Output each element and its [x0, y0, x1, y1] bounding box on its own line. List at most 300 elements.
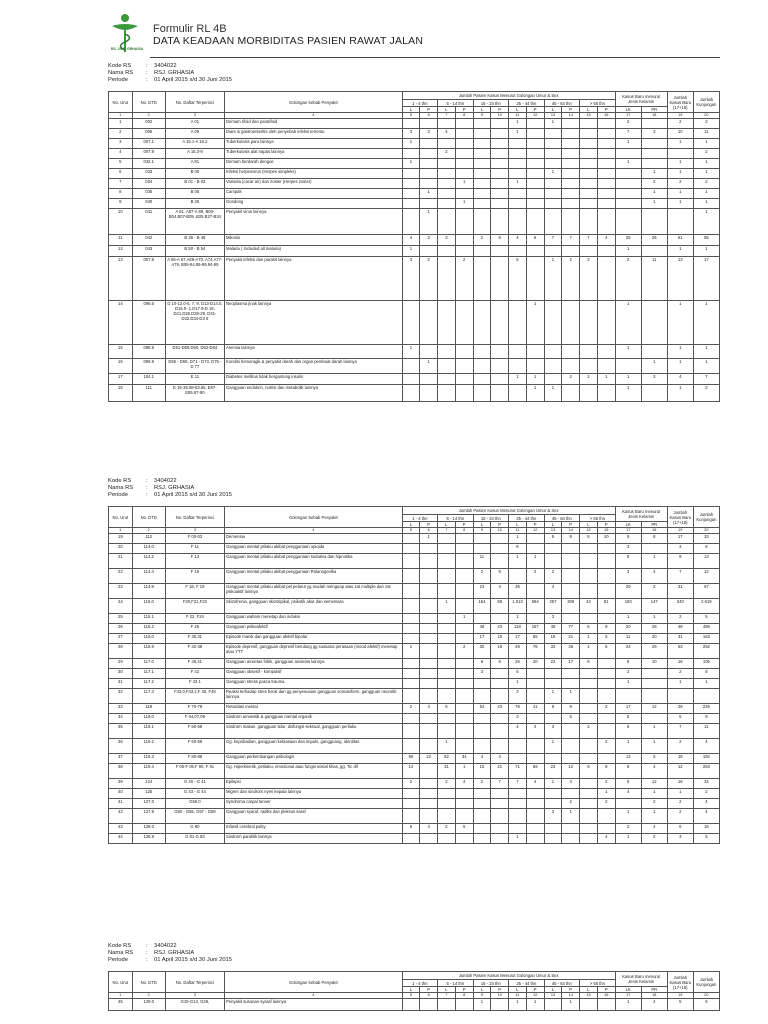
row-value [455, 189, 473, 199]
row-value: 5 [580, 624, 598, 634]
col-golongan: Golongan Sebab Penyakit [225, 972, 403, 993]
row-value: 2 [693, 179, 719, 189]
row-value [509, 799, 527, 809]
row-value [544, 149, 562, 159]
row-value: 65 [526, 634, 544, 644]
row-value: 9 [580, 764, 598, 779]
row-value: 1 [544, 257, 562, 301]
row-golongan: Gangguan anxietas fobik, gangguan anxietas lainnya [225, 659, 403, 669]
row-golongan: Anemia lainnya [225, 345, 403, 359]
row-value: 1 [526, 385, 544, 402]
row-no: 4 [109, 149, 133, 159]
row-value [402, 599, 420, 614]
row-value [580, 179, 598, 189]
row-value [473, 824, 491, 834]
kode-rs-row [108, 478, 177, 485]
row-golongan: Gangguan mental prilaku akibat penggunaan opioida [225, 544, 403, 554]
row-value [562, 179, 580, 189]
kode-rs-row [108, 943, 177, 950]
row-value [420, 169, 438, 179]
row-value [420, 644, 438, 659]
row-value [473, 799, 491, 809]
kode-rs-label: Kode RS [108, 478, 132, 484]
row-value: 4 [438, 129, 456, 139]
row-golongan: Gangguan waham menetap dan induksi [225, 614, 403, 624]
row-value [473, 714, 491, 724]
row-value: 10 [641, 659, 667, 669]
row-value [544, 246, 562, 257]
row-value [473, 189, 491, 199]
nama-rs-row [108, 70, 194, 77]
row-value [509, 739, 527, 754]
row-value [615, 169, 641, 179]
row-value [597, 246, 615, 257]
row-value [420, 834, 438, 844]
morbidity-table [108, 91, 720, 402]
row-value [580, 584, 598, 599]
row-value: 18 [491, 644, 509, 659]
row-value: 1 [509, 999, 527, 1011]
row-value [597, 584, 615, 599]
row-value [438, 789, 456, 799]
row-value: 1 [580, 644, 598, 659]
row-value [526, 246, 544, 257]
row-value [402, 634, 420, 644]
form-title: Formulir RL 4B [153, 23, 227, 35]
row-value [491, 139, 509, 149]
nama-rs-row [108, 950, 194, 957]
row-golongan: Mikosis [225, 235, 403, 246]
row-value [473, 359, 491, 374]
row-value [420, 764, 438, 779]
row-value [438, 679, 456, 689]
row-value: 4 [641, 999, 667, 1011]
row-value [455, 669, 473, 679]
row-value [491, 789, 509, 799]
row-value: 1 [615, 139, 641, 149]
row-value [491, 159, 509, 169]
nama-rs-label: Nama RS [108, 70, 134, 76]
col-number: 15 [580, 528, 598, 534]
col-number: 8 [455, 993, 473, 999]
row-value: 2 [641, 179, 667, 189]
row-value [438, 644, 456, 659]
row-value: 3 [402, 129, 420, 139]
row-value: 66 [402, 754, 420, 764]
table-row [109, 659, 720, 669]
age-group-header: 1 - 4 thn [402, 515, 438, 522]
row-value [526, 129, 544, 139]
row-value [473, 159, 491, 169]
row-value: 3 [544, 724, 562, 739]
table-row [109, 704, 720, 714]
row-golongan: Epilepsi [225, 779, 403, 789]
row-value: 4 [420, 824, 438, 834]
row-value: 1 [693, 301, 719, 345]
periode-label: Periode [108, 492, 128, 498]
row-value: 2 [615, 257, 641, 301]
row-value: 13 [667, 257, 693, 301]
colon: : [146, 77, 148, 83]
row-no: 21 [109, 554, 133, 569]
row-value: 4 [667, 374, 693, 385]
row-value: 2 [615, 824, 641, 834]
row-value: 1 [509, 554, 527, 569]
row-value: 8 [693, 669, 719, 679]
row-dtd: 119.2 [132, 739, 165, 754]
row-value [544, 679, 562, 689]
col-number: 16 [597, 528, 615, 534]
row-daftar: D65 - D69, D71 - D73, D75 - D 77 [165, 359, 224, 374]
col-number: 20 [693, 113, 719, 119]
col-jumlah-kasus-baru: Jumlah Kasus Baru (17+18) [667, 507, 693, 528]
row-value [562, 385, 580, 402]
row-daftar: G 81-G 83 [165, 834, 224, 844]
row-value [597, 669, 615, 679]
row-value: 5 [615, 714, 641, 724]
row-value: 23 [491, 624, 509, 634]
col-number: 7 [438, 528, 456, 534]
row-value: 34 [455, 754, 473, 764]
table-row [109, 599, 720, 614]
row-value: 12 [641, 779, 667, 789]
row-value [491, 374, 509, 385]
row-value [526, 789, 544, 799]
row-value [455, 359, 473, 374]
row-value [473, 834, 491, 844]
row-value [693, 689, 719, 704]
row-value: 31 [438, 764, 456, 779]
row-value [526, 119, 544, 129]
row-golongan: Varisela (cacar air) dan zoster (Herpes zoster) [225, 179, 403, 189]
table-row [109, 119, 720, 129]
row-value [420, 659, 438, 669]
row-value [544, 209, 562, 235]
row-value [455, 634, 473, 644]
row-value: 3 [615, 569, 641, 584]
col-number: 17 [615, 993, 641, 999]
row-value: 1 [641, 189, 667, 199]
row-value: 1 [420, 189, 438, 199]
row-dtd: 041 [132, 209, 165, 235]
col-number: 13 [544, 113, 562, 119]
row-no: 5 [109, 159, 133, 169]
row-value [580, 704, 598, 714]
row-value: 485 [693, 624, 719, 634]
row-value [402, 789, 420, 799]
meta-block [108, 478, 720, 506]
row-value: 1 [402, 159, 420, 169]
row-value: 19 [491, 634, 509, 644]
col-number: 9 [473, 113, 491, 119]
row-value: 2 [562, 799, 580, 809]
row-value: 163 [693, 634, 719, 644]
row-value [402, 569, 420, 584]
row-value [420, 714, 438, 724]
row-no: 16 [109, 359, 133, 374]
row-value: 48 [473, 624, 491, 634]
row-no: 15 [109, 345, 133, 359]
row-value [491, 119, 509, 129]
row-value [509, 209, 527, 235]
row-value [641, 689, 667, 704]
table-row [109, 199, 720, 209]
row-value: 1 [693, 199, 719, 209]
table-row [109, 149, 720, 159]
row-value: 8 [580, 534, 598, 544]
row-value: 2 [597, 799, 615, 809]
row-value [562, 199, 580, 209]
row-value: 7 [491, 779, 509, 789]
row-value [580, 345, 598, 359]
row-dtd: 116.9 [132, 644, 165, 659]
age-group-header: 15 - 24 thn [473, 980, 509, 987]
row-value [455, 789, 473, 799]
row-value: 1 [402, 345, 420, 359]
row-value: 5 [455, 824, 473, 834]
row-daftar: F 30,31 [165, 634, 224, 644]
row-value: 1 [544, 169, 562, 179]
row-value [491, 209, 509, 235]
row-value [402, 169, 420, 179]
row-no: 34 [109, 714, 133, 724]
row-value [580, 789, 598, 799]
row-value: 6 [693, 999, 719, 1011]
row-value [544, 301, 562, 345]
pr-header: PR [641, 107, 667, 113]
col-jumlah-umur: Jumlah Pasien Kasus Menurut Golongan Umur & Sex [402, 92, 615, 100]
row-value: 1 [544, 385, 562, 402]
row-value [641, 209, 667, 235]
row-golongan: Tuberkulosis paru lainnya [225, 139, 403, 149]
age-group-header: 45 - 64 thn [544, 100, 580, 107]
col-number: 18 [641, 528, 667, 534]
row-value [597, 199, 615, 209]
row-value: 1 [526, 554, 544, 569]
row-value [641, 669, 667, 679]
row-value: 1 [509, 119, 527, 129]
nama-rs-value: RSJ. GRHASIA [154, 70, 195, 76]
col-number: 5 [402, 993, 420, 999]
col-number: 12 [526, 993, 544, 999]
row-value [526, 809, 544, 824]
colon: : [146, 70, 148, 76]
row-value: 1 [562, 809, 580, 824]
row-value: 4 [693, 739, 719, 754]
row-daftar: A 09 [165, 129, 224, 139]
row-value [526, 584, 544, 599]
row-dtd: 098.6 [132, 301, 165, 345]
row-value: 2 [693, 119, 719, 129]
row-value: 3 [438, 235, 456, 246]
row-no: 43 [109, 824, 133, 834]
row-value [455, 544, 473, 554]
row-value: 1 [615, 374, 641, 385]
row-value: 53 [667, 644, 693, 659]
row-value: 5 [402, 824, 420, 834]
row-value [438, 139, 456, 149]
row-value [402, 301, 420, 345]
row-value [615, 359, 641, 374]
row-value [402, 624, 420, 634]
row-value: 1 [641, 739, 667, 754]
sex-l-header: L [438, 107, 456, 113]
row-value [420, 634, 438, 644]
sex-l-header: L [544, 522, 562, 528]
row-value [402, 659, 420, 669]
row-value: 2 [473, 235, 491, 246]
table-row [109, 764, 720, 779]
row-value: 17 [562, 659, 580, 669]
row-no: 44 [109, 834, 133, 844]
row-value: 2 [455, 257, 473, 301]
row-value: 21 [491, 764, 509, 779]
row-golongan: Gangguan perkembangan psikologis [225, 754, 403, 764]
meta-block [108, 63, 720, 91]
row-value [491, 834, 509, 844]
row-no: 14 [109, 301, 133, 345]
table-row [109, 345, 720, 359]
row-value [491, 385, 509, 402]
row-value [455, 739, 473, 754]
row-no: 12 [109, 246, 133, 257]
row-value: 12 [562, 764, 580, 779]
table-row [109, 374, 720, 385]
row-value [509, 149, 527, 159]
pr-header: PR [641, 522, 667, 528]
row-value: 5 [667, 714, 693, 724]
row-value: 7 [667, 724, 693, 739]
row-value [473, 345, 491, 359]
row-value [402, 799, 420, 809]
row-value: 4 [641, 764, 667, 779]
sex-p-header: P [455, 107, 473, 113]
row-value [526, 169, 544, 179]
row-daftar: G 40 - G 41 [165, 779, 224, 789]
row-value [438, 246, 456, 257]
table-row [109, 834, 720, 844]
age-group-header: > 65 thn [580, 980, 616, 987]
row-daftar: F 13 [165, 554, 224, 569]
col-number: 14 [562, 528, 580, 534]
row-no: 28 [109, 644, 133, 659]
col-number: 12 [526, 113, 544, 119]
row-value: 1 [667, 385, 693, 402]
row-value [455, 534, 473, 544]
row-daftar: F 42 [165, 669, 224, 679]
row-value [509, 754, 527, 764]
row-value: 1 [667, 679, 693, 689]
row-value: 4 [641, 824, 667, 834]
row-value [562, 169, 580, 179]
row-value [580, 209, 598, 235]
row-value: 1 [693, 169, 719, 179]
row-value [402, 209, 420, 235]
row-value [544, 359, 562, 374]
row-value [491, 679, 509, 689]
row-value [597, 385, 615, 402]
col-number: 16 [597, 113, 615, 119]
row-value: 4 [693, 809, 719, 824]
row-value [491, 129, 509, 139]
row-value [438, 689, 456, 704]
age-group-header: 15 - 24 thn [473, 515, 509, 522]
row-value [597, 209, 615, 235]
row-value: 1 [597, 789, 615, 799]
row-value [455, 799, 473, 809]
col-golongan: Golongan Sebab Penyakit [225, 92, 403, 113]
row-value [420, 999, 438, 1011]
row-value: 1 [544, 739, 562, 754]
row-dtd: 040 [132, 199, 165, 209]
row-value [509, 246, 527, 257]
row-value: 25 [615, 235, 641, 246]
row-value [597, 754, 615, 764]
row-value: 68 [491, 599, 509, 614]
row-value [580, 739, 598, 754]
row-value [473, 149, 491, 159]
col-no-urut: No. Urut [109, 92, 133, 113]
row-value [491, 999, 509, 1011]
col-number: 11 [509, 528, 527, 534]
row-value: 1 [526, 301, 544, 345]
sex-p-header: P [597, 522, 615, 528]
row-value: 1 [667, 345, 693, 359]
row-value [597, 149, 615, 159]
row-value [420, 199, 438, 209]
row-value: 13 [693, 554, 719, 569]
row-value: 1 [509, 614, 527, 624]
row-value: 4 [455, 779, 473, 789]
row-daftar: A 01 [165, 119, 224, 129]
row-value: 1 [667, 246, 693, 257]
meta-block [108, 943, 720, 971]
row-value [562, 159, 580, 169]
row-value [438, 714, 456, 724]
row-value [438, 159, 456, 169]
row-dtd: 114.4 [132, 569, 165, 584]
row-value: 8 [580, 659, 598, 669]
row-value [580, 246, 598, 257]
row-value [491, 199, 509, 209]
row-value [455, 139, 473, 149]
row-value [473, 689, 491, 704]
row-value: 5 [693, 834, 719, 844]
row-value: 1 [667, 199, 693, 209]
col-number: 15 [580, 113, 598, 119]
row-value: 12 [693, 569, 719, 584]
table-row [109, 634, 720, 644]
row-value: 76 [526, 644, 544, 659]
row-value [580, 554, 598, 569]
row-value [641, 301, 667, 345]
sex-p-header: P [491, 107, 509, 113]
row-golongan: Infantil cerebral palsy [225, 824, 403, 834]
row-value [615, 689, 641, 704]
row-value: 54 [473, 704, 491, 714]
row-value: 1 [509, 534, 527, 544]
row-golongan: Penyakit infeksi dan parasit lainnya [225, 257, 403, 301]
row-value: 8 [693, 714, 719, 724]
row-value [455, 209, 473, 235]
row-value [420, 139, 438, 149]
row-value [402, 739, 420, 754]
row-value [455, 554, 473, 569]
row-value: 51 [667, 235, 693, 246]
row-value: 2 [597, 779, 615, 789]
col-number: 20 [693, 528, 719, 534]
row-value [580, 119, 598, 129]
